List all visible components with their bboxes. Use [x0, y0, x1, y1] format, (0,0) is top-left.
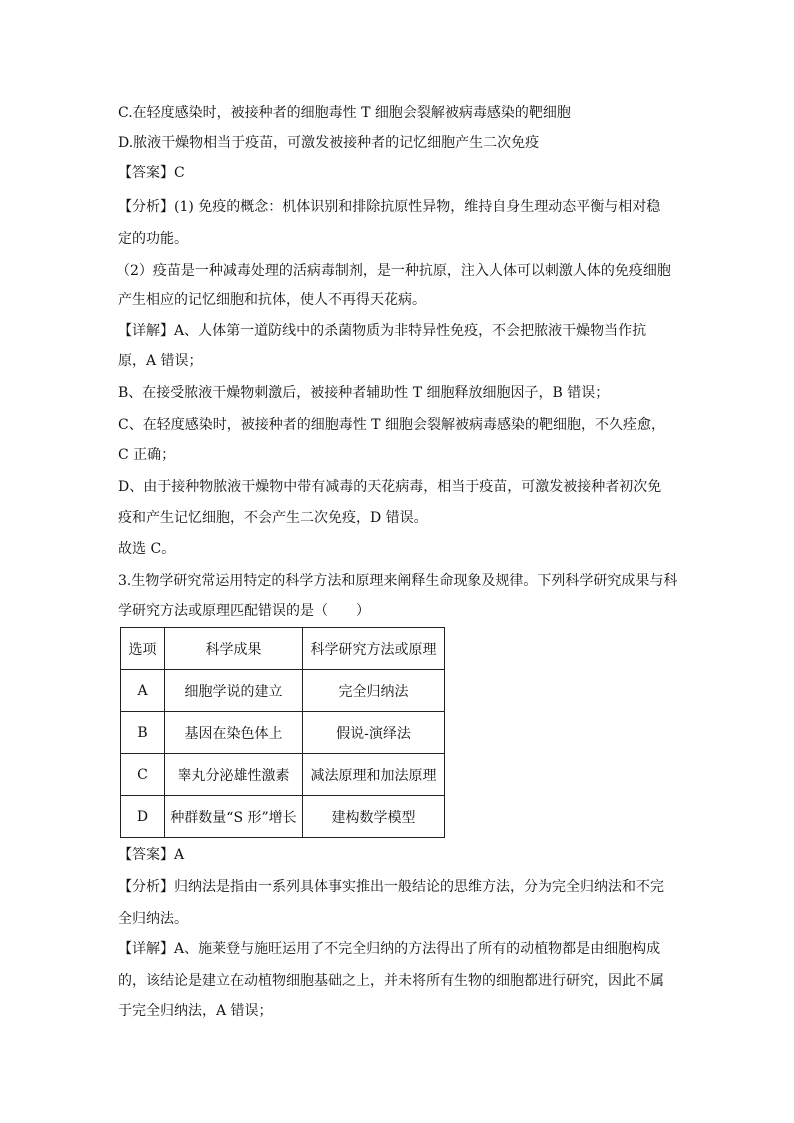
- detail-line-6: D、由于接种物脓液干燥物中带有减毒的天花病毒，相当于疫苗，可激发被接种者初次免: [118, 479, 662, 495]
- detail-2-line-3: 于完全归纳法，A 错误；: [118, 1003, 273, 1019]
- analysis-line-1: 【分析】(1) 免疫的概念：机体识别和排除抗原性异物，维持自身生理动态平衡与相对稳: [118, 199, 661, 215]
- table-row: [121, 670, 445, 712]
- table-cell: D: [121, 796, 165, 838]
- detail-2-line-2: 的，该结论是建立在动植物细胞基础之上，并未将所有生物的细胞都进行研究，因此不属: [118, 973, 664, 989]
- table-row: [121, 712, 445, 754]
- answer-label-2: 【答案】A: [118, 847, 185, 863]
- detail-line-1: 【详解】A、人体第一道防线中的杀菌物质为非特异性免疫，不会把脓液干燥物当作抗: [118, 323, 647, 339]
- option-c-text: C.在轻度感染时，被接种者的细胞毒性 T 细胞会裂解被病毒感染的靶细胞: [118, 105, 571, 121]
- table-header-row: [121, 628, 445, 670]
- table-cell: B: [121, 712, 165, 754]
- answer-label: 【答案】C: [118, 165, 185, 181]
- table-cell: 完全归纳法: [303, 670, 445, 712]
- analysis-2-line-1: 【分析】归纳法是指由一系列具体事实推出一般结论的思维方法，分为完全归纳法和不完: [118, 879, 664, 895]
- methods-table: [120, 627, 445, 838]
- option-d-text: D.脓液干燥物相当于疫苗，可激发被接种者的记忆细胞产生二次免疫: [118, 135, 540, 151]
- table-header-cell: 科学成果: [165, 628, 303, 670]
- conclusion-line: 故选 C。: [118, 541, 176, 557]
- analysis-line-4: 产生相应的记忆细胞和抗体，使人不再得天花病。: [118, 292, 426, 308]
- detail-2-line-1: 【详解】A、施莱登与施旺运用了不完全归纳的方法得出了所有的动植物都是由细胞构成: [118, 941, 661, 957]
- table-row: [121, 754, 445, 796]
- table-cell: 建构数学模型: [303, 796, 445, 838]
- table-cell: 细胞学说的建立: [165, 670, 303, 712]
- detail-line-3: B、在接受脓液干燥物刺激后，被接种者辅助性 T 细胞释放细胞因子，B 错误；: [118, 385, 610, 401]
- question-3-line-2: 学研究方法或原理匹配错误的是（ ）: [118, 603, 370, 619]
- analysis-2-line-2: 全归纳法。: [118, 911, 188, 927]
- table-cell: C: [121, 754, 165, 796]
- table-cell: 基因在染色体上: [165, 712, 303, 754]
- question-3-line-1: 3.生物学研究常运用特定的科学方法和原理来阐释生命现象及规律。下列科学研究成果与科: [118, 573, 678, 589]
- analysis-line-2: 定的功能。: [118, 231, 188, 247]
- table-header-cell: 科学研究方法或原理: [303, 628, 445, 670]
- detail-line-7: 疫和产生记忆细胞，不会产生二次免疫，D 错误。: [118, 510, 428, 526]
- detail-line-2: 原，A 错误；: [118, 353, 203, 369]
- analysis-line-3: （2）疫苗是一种减毒处理的活病毒制剂，是一种抗原，注入人体可以刺激人体的免疫细胞: [116, 263, 671, 279]
- table-cell: 种群数量“S 形”增长: [165, 796, 303, 838]
- table-cell: A: [121, 670, 165, 712]
- table-row: [121, 796, 445, 838]
- table-header-cell: 选项: [121, 628, 165, 670]
- table-cell: 减法原理和加法原理: [303, 754, 445, 796]
- table-cell: 假说-演绎法: [303, 712, 445, 754]
- table-cell: 睾丸分泌雄性激素: [165, 754, 303, 796]
- detail-line-5: C 正确；: [118, 447, 176, 463]
- detail-line-4: C、在轻度感染时，被接种者的细胞毒性 T 细胞会裂解被病毒感染的靶细胞，不久痊愈，: [118, 417, 665, 433]
